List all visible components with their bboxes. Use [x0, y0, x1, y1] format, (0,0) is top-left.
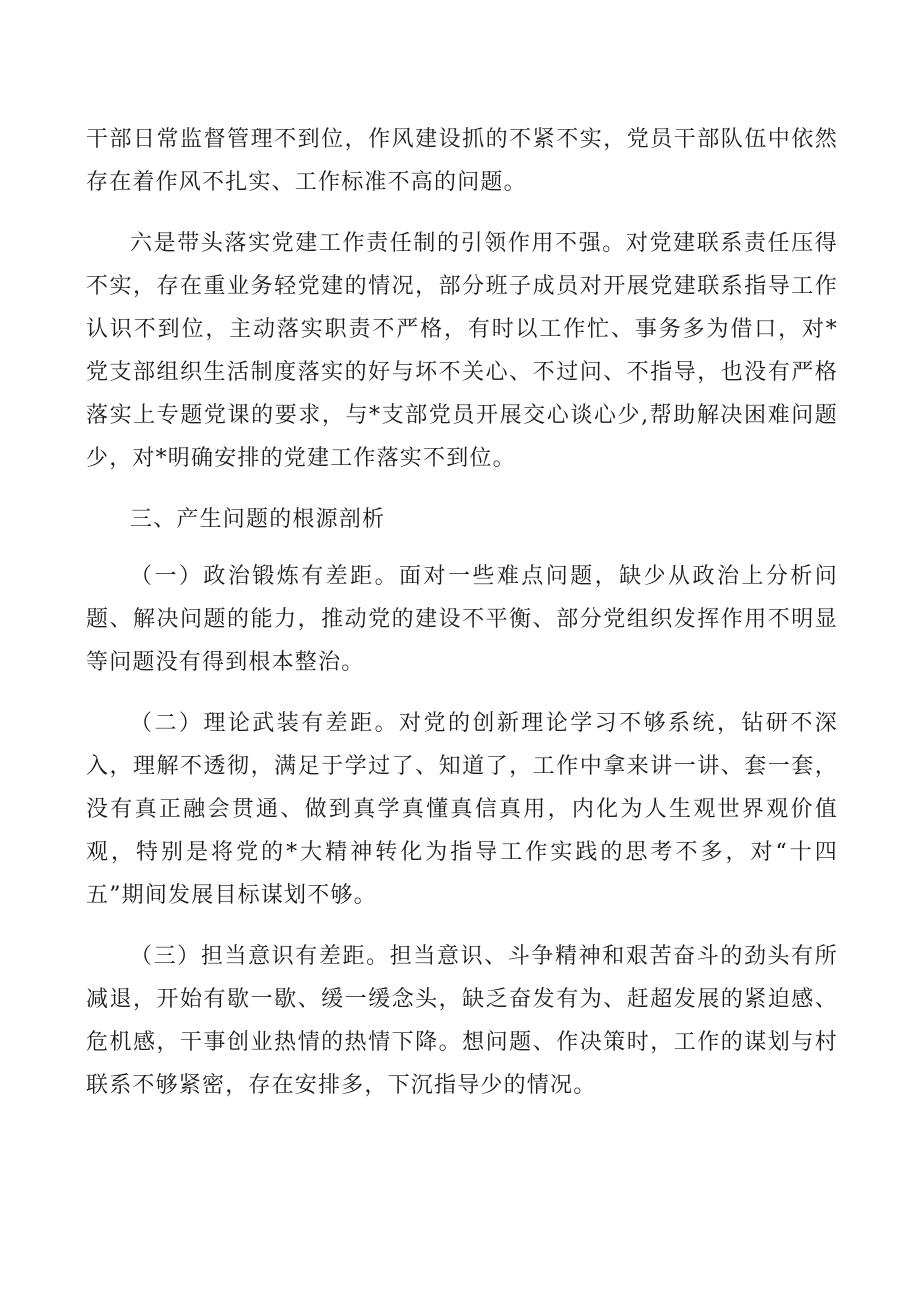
- paragraph-political-training: （一）政治锻炼有差距。面对一些难点问题，缺少从政治上分析问题、解决问题的能力，推动党的建设不平衡、部分党组织发挥作用不明显等问题没有得到根本整治。: [86, 564, 838, 675]
- document-body: [86, 118, 838, 1125]
- paragraph-item-six: 六是带头落实党建工作责任制的引领作用不强。对党建联系责任压得不实，存在重业务轻党建的情况，部分班子成员对开展党建联系指导工作认识不到位，主动落实职责不严格，有时以工作忙、事务多为借口，对*党支部组织生活制度落实的好与坏不关心、不过问、不指导，也没有严格落实上专题党课的要求，与*支部党员开展交心谈心少,帮助解决困难问题少，对*明确安排的党建工作落实不到位。: [86, 231, 838, 471]
- paragraph-theory-armament: （二）理论武装有差距。对党的创新理论学习不够系统，钻研不深入，理解不透彻，满足于学过了、知道了，工作中拿来讲一讲、套一套，没有真正融会贯通、做到真学真懂真信真用，内化为人生观世界观价值观，特别是将党的*大精神转化为指导工作实践的思考不多，对“十四五”期间发展目标谋划不够。: [86, 711, 838, 908]
- paragraph-responsibility-awareness: （三）担当意识有差距。担当意识、斗争精神和艰苦奋斗的劲头有所减退，开始有歇一歇、缓一缓念头，缺乏奋发有为、赶超发展的紧迫感、危机感，干事创业热情的热情下降。想问题、作决策时，工作的谋划与村联系不够紧密，存在安排多，下沉指导少的情况。: [86, 944, 838, 1098]
- section-heading-root-cause: 三、产生问题的根源剖析: [130, 507, 386, 532]
- paragraph-continuation: 干部日常监督管理不到位，作风建设抓的不紧不实，党员干部队伍中依然存在着作风不扎实、工作标准不高的问题。: [86, 127, 838, 195]
